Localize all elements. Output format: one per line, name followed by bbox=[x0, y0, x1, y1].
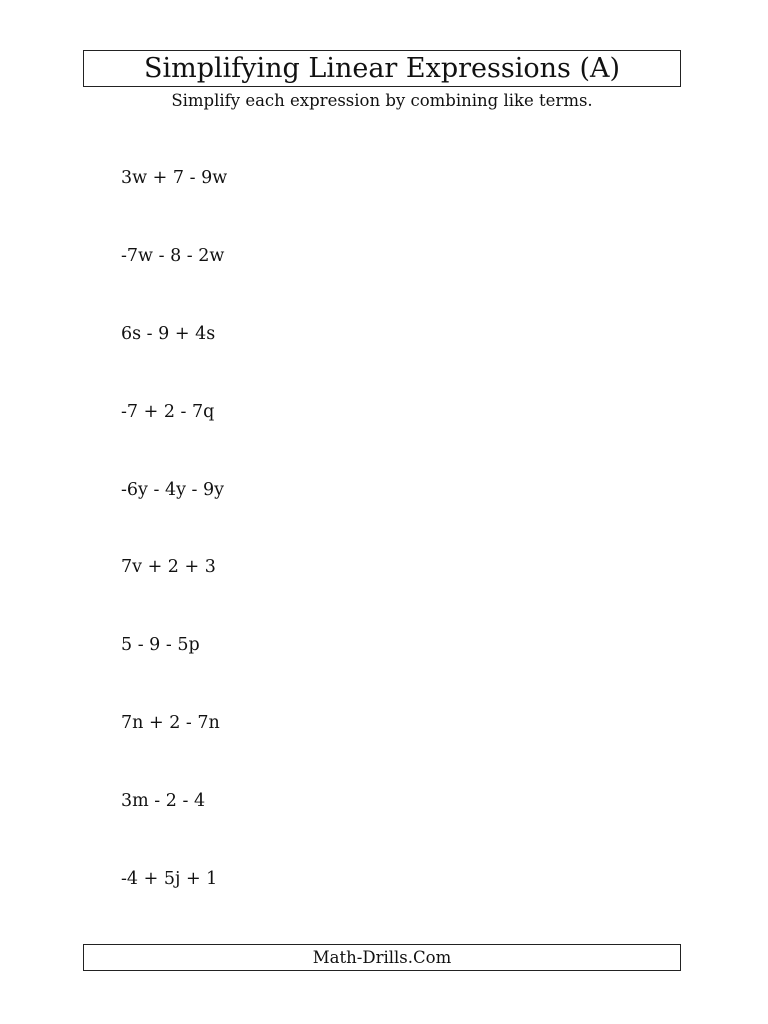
footer-box bbox=[83, 944, 681, 971]
problem-item bbox=[0, 635, 500, 659]
instructions: Simplify each expression by combining like terms. bbox=[171, 91, 593, 110]
problem-item bbox=[0, 713, 500, 737]
problem-item bbox=[0, 246, 500, 270]
problem-expression: 6s - 9 + 4s bbox=[121, 324, 216, 344]
problem-expression: -6y - 4y - 9y bbox=[121, 480, 225, 500]
problem-expression: 7v + 2 + 3 bbox=[121, 557, 216, 577]
problem-expression: -4 + 5j + 1 bbox=[121, 869, 218, 889]
problem-expression: 3w + 7 - 9w bbox=[121, 168, 228, 188]
problem-item bbox=[0, 480, 500, 504]
problem-item bbox=[0, 324, 500, 348]
problem-item bbox=[0, 791, 500, 815]
problem-expression: -7w - 8 - 2w bbox=[121, 246, 225, 266]
problem-item bbox=[0, 168, 500, 192]
problem-item bbox=[0, 402, 500, 426]
problem-expression: 3m - 2 - 4 bbox=[121, 791, 206, 811]
problem-expression: 5 - 9 - 5p bbox=[121, 635, 200, 655]
problem-item bbox=[0, 557, 500, 581]
problem-item bbox=[0, 869, 500, 893]
footer-site: Math-Drills.Com bbox=[312, 948, 452, 967]
problem-expression: -7 + 2 - 7q bbox=[121, 402, 215, 422]
page-title: Simplifying Linear Expressions (A) bbox=[143, 53, 621, 84]
problem-expression: 7n + 2 - 7n bbox=[121, 713, 220, 733]
